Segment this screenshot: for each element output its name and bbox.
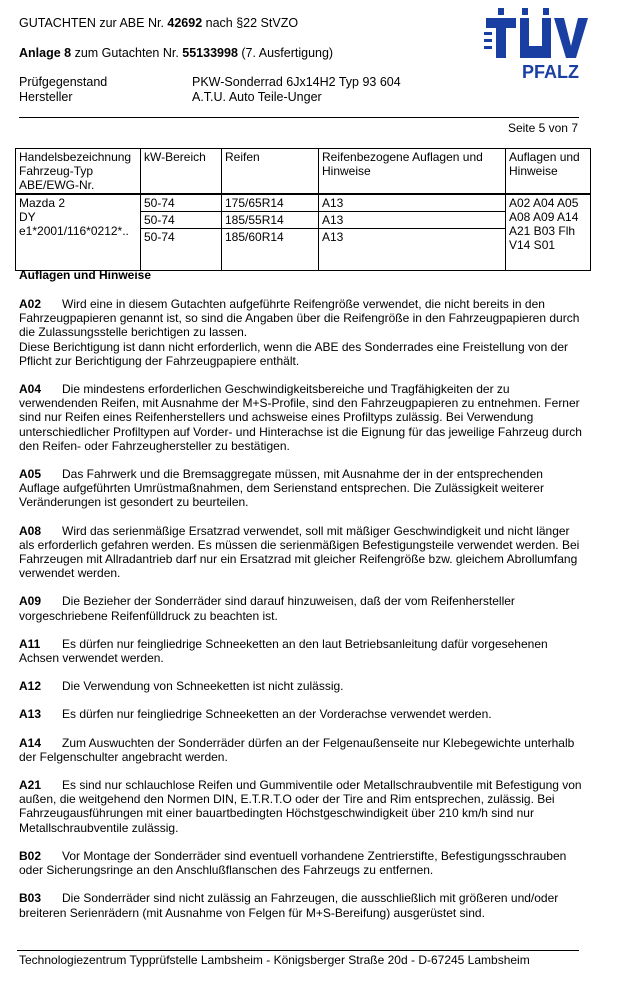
footer-divider bbox=[17, 950, 579, 951]
kv-row bbox=[19, 75, 401, 90]
notes-list bbox=[19, 297, 584, 934]
column-header: Reifenbezogene Auflagen und Hinweise bbox=[319, 149, 506, 195]
note-text: Vor Montage der Sonderräder sind eventuell vorhandene Zentrierstifte, Befestigungsschrauben oder Sicherungsringe an den Anschlußflanschen des Fahrzeugs zu entfernen. bbox=[19, 848, 567, 878]
column-header: Auflagen und Hinweise bbox=[506, 149, 591, 195]
note-a08 bbox=[19, 524, 584, 581]
general-note-line: A08 A09 A14 bbox=[509, 210, 579, 224]
annex-mid: zum Gutachten Nr. bbox=[71, 46, 183, 60]
note-code: A09 bbox=[19, 594, 42, 609]
note-a11 bbox=[19, 637, 584, 665]
kw-cell: 50-74 bbox=[141, 194, 222, 212]
annex-number: 55133998 bbox=[182, 46, 238, 60]
note-a21 bbox=[19, 778, 584, 835]
note-a02 bbox=[19, 297, 584, 368]
note-code: A13 bbox=[19, 707, 42, 722]
note-a04 bbox=[19, 382, 584, 453]
note-code: A11 bbox=[19, 636, 41, 651]
wheel-fitment-table bbox=[15, 148, 591, 271]
column-header: Handelsbezeichnung Fahrzeug-Typ ABE/EWG-Nr. bbox=[16, 149, 141, 195]
note-code: A21 bbox=[19, 778, 42, 793]
vehicle-type: DY bbox=[19, 210, 36, 224]
vehicle-name: Mazda 2 bbox=[19, 196, 66, 210]
table-header-row bbox=[16, 149, 591, 195]
kw-cell: 50-74 bbox=[141, 229, 222, 271]
report-number: 42692 bbox=[167, 16, 203, 30]
note-a14 bbox=[19, 736, 584, 764]
logo-text: PFALZ bbox=[522, 62, 579, 82]
tuv-pfalz-logo bbox=[484, 8, 588, 86]
page-number: Seite 5 von 7 bbox=[507, 121, 578, 135]
section-title: Auflagen und Hinweise bbox=[19, 268, 152, 282]
note-text: Das Fahrwerk und die Bremsaggregate müssen, mit Ausnahme der in der entsprechenden Auflage aufgeführten Umrüstmaßnahmen, dem Serienstand entsprechen. Die Zulässigkeit weiterer Veränderungen ist gesondert zu beurteilen. bbox=[19, 467, 544, 510]
tyre-note-cell: A13 bbox=[319, 212, 506, 229]
note-text: Die mindestens erforderlichen Geschwindigkeitsbereiche und Tragfähigkeiten der zu verwendenden Reifen, mit Ausnahme der M+S-Profile, sind den Fahrzeugpapieren zu entnehmen. Ferner sind nur Reifen eines Reifenherstellers und achsweise eines Profiltyps zulässig. Bei Verwendung unterschiedlicher Profiltypen auf Vorder- und Hinterachse ist die Eignung für das jeweilige Fahrzeug durch den Reifen- oder Fahrzeughersteller zu bestätigen. bbox=[19, 382, 582, 453]
note-code: B03 bbox=[19, 891, 42, 906]
kv-row bbox=[19, 90, 401, 105]
kv-key: Prüfgegenstand bbox=[19, 75, 108, 89]
report-title-prefix: GUTACHTEN zur ABE Nr. bbox=[19, 16, 168, 30]
general-note-line: A21 B03 Flh bbox=[509, 224, 576, 238]
note-text: Wird das serienmäßige Ersatzrad verwendet, soll mit mäßiger Geschwindigkeit und nicht länger als erforderlich gefahren werden. Es müssen die serienmäßigen Befestigungsteile verwendet werden. Bei Fahrzeugen mit Allradantrieb darf nur ein Ersatzrad mit gleicher Reifengröße bzw. gleichem Abrollumfang verwendet werden. bbox=[19, 523, 580, 581]
general-notes-cell bbox=[506, 194, 591, 271]
note-a13 bbox=[19, 707, 584, 721]
test-object-info bbox=[19, 75, 401, 105]
tyre-cell: 175/65R14 bbox=[222, 194, 319, 212]
footer-address: Technologiezentrum Typprüfstelle Lambsheim - Königsberger Straße 20d - D-67245 Lambsheim bbox=[19, 953, 530, 967]
note-code: A12 bbox=[19, 679, 42, 694]
note-a12 bbox=[19, 679, 584, 693]
note-text-extra: Diese Berichtigung ist dann nicht erforderlich, wenn die ABE des Sonderrades eine Freistellung von der Pflicht zur Berichtigung der Fahrzeugpapiere enthält. bbox=[19, 339, 568, 368]
note-text: Die Verwendung von Schneeketten ist nicht zulässig. bbox=[62, 679, 344, 694]
note-code: A02 bbox=[19, 297, 42, 311]
note-code: A04 bbox=[19, 382, 42, 397]
note-text: Es dürfen nur feingliedrige Schneeketten an den laut Betriebsanleitung dafür vorgesehenen Achsen verwendet werden. bbox=[19, 636, 548, 666]
kv-value: PKW-Sonderrad 6Jx14H2 Typ 93 604 bbox=[192, 75, 401, 89]
note-code: A14 bbox=[19, 735, 42, 750]
report-title bbox=[19, 16, 298, 30]
column-header: kW-Bereich bbox=[141, 149, 222, 195]
note-text: Die Sonderräder sind nicht zulässig an Fahrzeugen, die ausschließlich mit größeren und/oder breiteren Serienrädern (mit Ausnahme von Felgen für M+S-Bereifung) ausgerüstet sind. bbox=[19, 891, 559, 920]
note-text: Es sind nur schlauchlose Reifen und Gummiventile oder Metallschraubventile mit Befestigung von außen, die weitgehend den Normen DIN, E.T.R.T.O oder der Tire and Rim entsprechen, zulässig. Bei Fahrzeugausführungen mit einer bauartbedingten Höchstgeschwindigkeit über 210 km/h sind nur Metallschraubventile zulässig. bbox=[19, 778, 582, 835]
annex-label: Anlage 8 bbox=[19, 46, 72, 60]
note-b03 bbox=[19, 891, 584, 919]
general-note-line: A02 A04 A05 bbox=[509, 196, 579, 210]
note-text: Es dürfen nur feingliedrige Schneeketten an der Vorderachse verwendet werden. bbox=[62, 707, 492, 722]
column-header: Reifen bbox=[222, 149, 319, 195]
note-code: B02 bbox=[19, 848, 42, 863]
kv-key: Hersteller bbox=[19, 90, 73, 104]
note-a05 bbox=[19, 467, 584, 510]
tyre-note-cell: A13 bbox=[319, 229, 506, 271]
annex-line bbox=[19, 46, 333, 60]
general-note-line: V14 S01 bbox=[509, 238, 556, 252]
note-b02 bbox=[19, 849, 584, 877]
note-a09 bbox=[19, 594, 584, 622]
vehicle-cell bbox=[16, 194, 141, 271]
report-title-suffix: nach §22 StVZO bbox=[202, 16, 299, 30]
note-text: Zum Auswuchten der Sonderräder dürfen an der Felgenaußenseite nur Klebegewichte unterhalb der Felgenschulter angebracht werden. bbox=[19, 735, 575, 764]
tyre-cell: 185/55R14 bbox=[222, 212, 319, 229]
note-code: A08 bbox=[19, 523, 42, 538]
tyre-cell: 185/60R14 bbox=[222, 229, 319, 271]
tyre-note-cell: A13 bbox=[319, 194, 506, 212]
note-code: A05 bbox=[19, 467, 42, 482]
annex-suffix: (7. Ausfertigung) bbox=[237, 46, 334, 60]
vehicle-approval: e1*2001/116*0212*.. bbox=[19, 224, 129, 238]
note-text: Wird eine in diesem Gutachten aufgeführte Reifengröße verwendet, die nicht bereits in den Fahrzeugpapieren genannt ist, so sind die Angaben über die Reifengröße in den Fahrzeugpapieren durch die Zulassungsstelle berichtigen zu lassen. bbox=[19, 297, 580, 340]
note-text: Die Bezieher der Sonderräder sind darauf hinzuweisen, daß der vom Reifenhersteller vorgeschriebene Reifenfülldruck zu beachten ist. bbox=[19, 594, 515, 623]
header-divider bbox=[19, 117, 579, 118]
table-row bbox=[16, 194, 591, 212]
kv-value: A.T.U. Auto Teile-Unger bbox=[192, 90, 322, 104]
kw-cell: 50-74 bbox=[141, 212, 222, 229]
